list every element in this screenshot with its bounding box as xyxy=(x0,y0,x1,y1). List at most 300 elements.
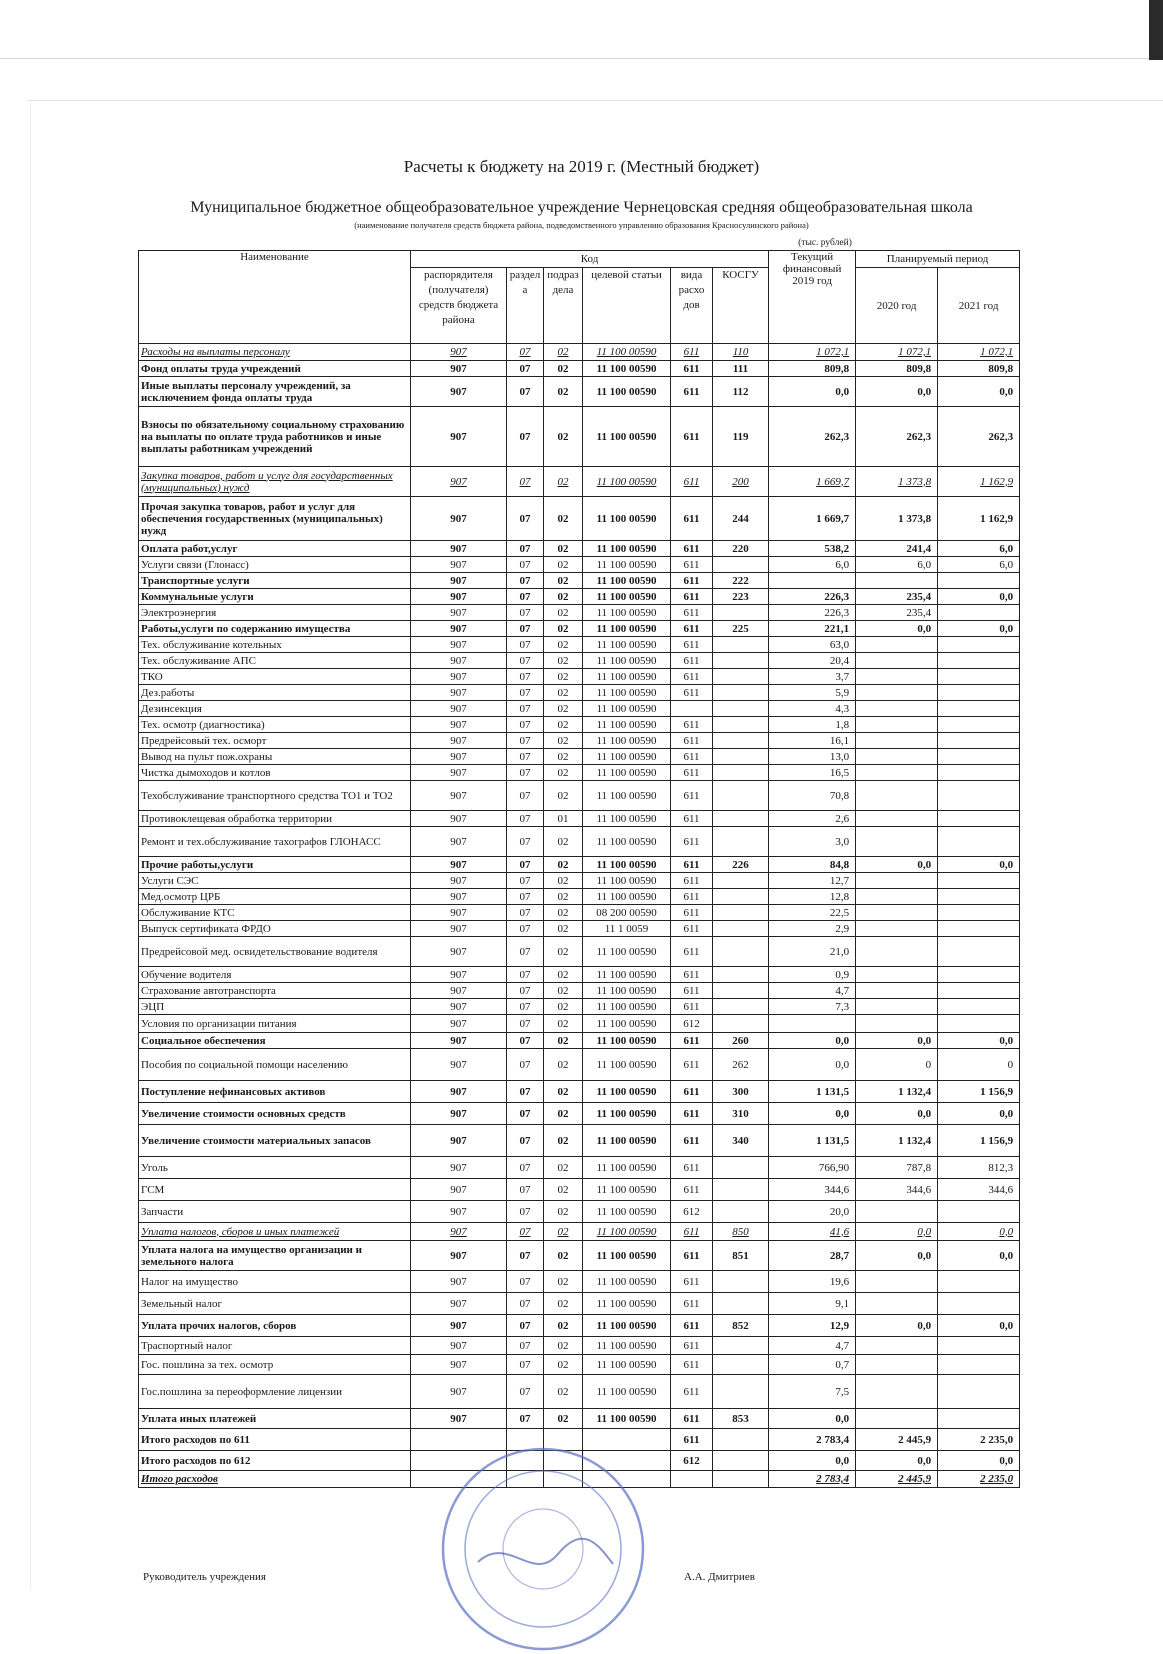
row-2020 xyxy=(856,1293,938,1315)
row-kind: 611 xyxy=(671,873,713,889)
table-row xyxy=(139,1103,1020,1125)
row-manager: 907 xyxy=(411,811,507,827)
row-kind: 611 xyxy=(671,1337,713,1355)
row-2021 xyxy=(938,765,1020,781)
row-subsection: 02 xyxy=(544,1103,583,1125)
row-name: Оплата работ,услуг xyxy=(139,541,411,557)
row-kind: 611 xyxy=(671,1355,713,1375)
row-2019: 0,0 xyxy=(769,1033,856,1049)
row-target: 11 100 00590 xyxy=(583,653,671,669)
row-target: 11 100 00590 xyxy=(583,541,671,557)
row-2021: 262,3 xyxy=(938,407,1020,467)
row-target: 11 100 00590 xyxy=(583,827,671,857)
row-name: ТКО xyxy=(139,669,411,685)
row-manager: 907 xyxy=(411,1081,507,1103)
row-subsection: 02 xyxy=(544,1201,583,1223)
row-2019: 13,0 xyxy=(769,749,856,765)
row-2021: 0,0 xyxy=(938,377,1020,407)
row-name: Электроэнергия xyxy=(139,605,411,621)
row-2019: 4,7 xyxy=(769,1337,856,1355)
row-2019: 226,3 xyxy=(769,589,856,605)
row-section: 07 xyxy=(507,1293,544,1315)
row-kosgu: 225 xyxy=(713,621,769,637)
row-target: 11 100 00590 xyxy=(583,1033,671,1049)
row-target: 11 100 00590 xyxy=(583,873,671,889)
row-section: 07 xyxy=(507,873,544,889)
row-kind: 611 xyxy=(671,1223,713,1241)
row-name: Услуги СЭС xyxy=(139,873,411,889)
row-2020: 235,4 xyxy=(856,605,938,621)
row-kind: 611 xyxy=(671,733,713,749)
row-manager: 907 xyxy=(411,344,507,361)
row-manager: 907 xyxy=(411,701,507,717)
row-kosgu xyxy=(713,811,769,827)
header-kind: вида расхо дов xyxy=(671,268,713,344)
row-subsection: 02 xyxy=(544,1315,583,1337)
row-manager: 907 xyxy=(411,377,507,407)
row-2020: 0,0 xyxy=(856,1451,938,1471)
table-row xyxy=(139,1355,1020,1375)
row-name: Прочая закупка товаров, работ и услуг для обеспечения государственных (муниципальных) нужд xyxy=(139,497,411,541)
header-manager: распорядителя (получателя) средств бюджета района xyxy=(411,268,507,344)
row-kosgu xyxy=(713,1201,769,1223)
row-section: 07 xyxy=(507,1223,544,1241)
row-subsection: 02 xyxy=(544,467,583,497)
row-section: 07 xyxy=(507,497,544,541)
header-target: целевой статьи xyxy=(583,268,671,344)
row-2021 xyxy=(938,1293,1020,1315)
row-target: 11 100 00590 xyxy=(583,497,671,541)
row-section: 07 xyxy=(507,701,544,717)
row-kind: 611 xyxy=(671,921,713,937)
row-subsection: 02 xyxy=(544,605,583,621)
row-2021: 0,0 xyxy=(938,1315,1020,1337)
row-kosgu xyxy=(713,1375,769,1409)
row-2021: 6,0 xyxy=(938,557,1020,573)
row-2020 xyxy=(856,1409,938,1429)
row-2019: 70,8 xyxy=(769,781,856,811)
row-kosgu: 220 xyxy=(713,541,769,557)
row-target: 11 100 00590 xyxy=(583,605,671,621)
row-2019: 21,0 xyxy=(769,937,856,967)
table-row xyxy=(139,377,1020,407)
row-subsection: 02 xyxy=(544,1271,583,1293)
row-2019: 63,0 xyxy=(769,637,856,653)
row-2019: 0,0 xyxy=(769,377,856,407)
row-name: Коммунальные услуги xyxy=(139,589,411,605)
row-2020 xyxy=(856,1271,938,1293)
table-row xyxy=(139,557,1020,573)
row-kind: 611 xyxy=(671,589,713,605)
row-manager: 907 xyxy=(411,765,507,781)
row-2021: 2 235,0 xyxy=(938,1471,1020,1488)
row-manager: 907 xyxy=(411,1015,507,1033)
row-target: 08 200 00590 xyxy=(583,905,671,921)
row-section: 07 xyxy=(507,621,544,637)
row-target: 11 100 00590 xyxy=(583,1337,671,1355)
row-2020: 0,0 xyxy=(856,377,938,407)
row-subsection: 02 xyxy=(544,1375,583,1409)
table-row xyxy=(139,1081,1020,1103)
table-row xyxy=(139,669,1020,685)
row-manager: 907 xyxy=(411,467,507,497)
row-manager: 907 xyxy=(411,857,507,873)
row-2020: 787,8 xyxy=(856,1157,938,1179)
table-row xyxy=(139,605,1020,621)
table-row xyxy=(139,781,1020,811)
row-manager: 907 xyxy=(411,781,507,811)
row-name: Тех. обслуживание АПС xyxy=(139,653,411,669)
row-subsection: 02 xyxy=(544,541,583,557)
row-2020 xyxy=(856,717,938,733)
row-2021: 0,0 xyxy=(938,1223,1020,1241)
row-manager: 907 xyxy=(411,605,507,621)
row-subsection: 02 xyxy=(544,637,583,653)
row-target: 11 100 00590 xyxy=(583,361,671,377)
row-subsection: 02 xyxy=(544,983,583,999)
row-target: 11 1 0059 xyxy=(583,921,671,937)
row-target: 11 100 00590 xyxy=(583,749,671,765)
row-kind: 611 xyxy=(671,557,713,573)
row-section: 07 xyxy=(507,1375,544,1409)
row-section: 07 xyxy=(507,1241,544,1271)
row-manager: 907 xyxy=(411,653,507,669)
row-2020 xyxy=(856,701,938,717)
row-subsection: 02 xyxy=(544,669,583,685)
row-2020 xyxy=(856,905,938,921)
row-section: 07 xyxy=(507,937,544,967)
row-name: Траспортный налог xyxy=(139,1337,411,1355)
row-subsection: 02 xyxy=(544,344,583,361)
row-kosgu xyxy=(713,717,769,733)
table-row xyxy=(139,573,1020,589)
row-manager: 907 xyxy=(411,749,507,765)
row-name: Услуги связи (Глонасс) xyxy=(139,557,411,573)
row-kosgu xyxy=(713,1157,769,1179)
row-kind: 612 xyxy=(671,1451,713,1471)
row-2020 xyxy=(856,811,938,827)
row-subsection: 02 xyxy=(544,1015,583,1033)
row-manager: 907 xyxy=(411,361,507,377)
row-2019: 7,5 xyxy=(769,1375,856,1409)
row-2019: 7,3 xyxy=(769,999,856,1015)
row-2021 xyxy=(938,1015,1020,1033)
row-kind: 611 xyxy=(671,605,713,621)
row-target: 11 100 00590 xyxy=(583,765,671,781)
row-2019: 16,5 xyxy=(769,765,856,781)
row-name: Уплата иных платежей xyxy=(139,1409,411,1429)
row-2020: 0,0 xyxy=(856,1103,938,1125)
row-2020 xyxy=(856,967,938,983)
row-2019 xyxy=(769,1015,856,1033)
row-subsection: 02 xyxy=(544,377,583,407)
row-2020 xyxy=(856,573,938,589)
row-name: Увеличение стоимости материальных запасов xyxy=(139,1125,411,1157)
row-name: Уплата прочих налогов, сборов xyxy=(139,1315,411,1337)
row-2019: 4,3 xyxy=(769,701,856,717)
row-kind xyxy=(671,701,713,717)
row-target: 11 100 00590 xyxy=(583,701,671,717)
row-name: Техобслуживание транспортного средства ТО1 и ТО2 xyxy=(139,781,411,811)
row-manager: 907 xyxy=(411,1241,507,1271)
row-subsection: 02 xyxy=(544,749,583,765)
row-2020 xyxy=(856,1015,938,1033)
header-current-year: Текущий финансовый 2019 год xyxy=(769,251,856,344)
row-subsection: 02 xyxy=(544,873,583,889)
row-kosgu: 119 xyxy=(713,407,769,467)
row-kind: 611 xyxy=(671,889,713,905)
row-2020 xyxy=(856,653,938,669)
row-2019: 9,1 xyxy=(769,1293,856,1315)
row-2020 xyxy=(856,999,938,1015)
row-target: 11 100 00590 xyxy=(583,937,671,967)
row-2020 xyxy=(856,983,938,999)
row-subsection: 02 xyxy=(544,407,583,467)
row-target: 11 100 00590 xyxy=(583,1103,671,1125)
row-subsection: 02 xyxy=(544,701,583,717)
row-subsection: 02 xyxy=(544,1033,583,1049)
row-kosgu xyxy=(713,669,769,685)
row-target: 11 100 00590 xyxy=(583,1081,671,1103)
row-2020 xyxy=(856,827,938,857)
row-kosgu: 850 xyxy=(713,1223,769,1241)
table-row xyxy=(139,983,1020,999)
row-2021: 1 072,1 xyxy=(938,344,1020,361)
row-kosgu xyxy=(713,889,769,905)
row-target: 11 100 00590 xyxy=(583,1223,671,1241)
row-section: 07 xyxy=(507,1049,544,1081)
row-target: 11 100 00590 xyxy=(583,344,671,361)
row-2021: 0,0 xyxy=(938,857,1020,873)
row-kind: 611 xyxy=(671,361,713,377)
row-2020: 1 373,8 xyxy=(856,467,938,497)
row-2021 xyxy=(938,1271,1020,1293)
row-subsection: 02 xyxy=(544,497,583,541)
row-kosgu xyxy=(713,605,769,621)
row-kosgu: 222 xyxy=(713,573,769,589)
table-row xyxy=(139,467,1020,497)
row-2021 xyxy=(938,733,1020,749)
row-2021 xyxy=(938,999,1020,1015)
row-2020 xyxy=(856,637,938,653)
row-2019: 344,6 xyxy=(769,1179,856,1201)
row-2020: 0,0 xyxy=(856,1033,938,1049)
row-2020: 1 373,8 xyxy=(856,497,938,541)
row-manager: 907 xyxy=(411,1271,507,1293)
row-manager: 907 xyxy=(411,873,507,889)
head-label: Руководитель учреждения xyxy=(143,1571,266,1583)
row-name: ГСМ xyxy=(139,1179,411,1201)
row-2021 xyxy=(938,653,1020,669)
row-section: 07 xyxy=(507,781,544,811)
row-2021: 0 xyxy=(938,1049,1020,1081)
row-target: 11 100 00590 xyxy=(583,377,671,407)
row-manager: 907 xyxy=(411,1293,507,1315)
row-kind: 611 xyxy=(671,1409,713,1429)
table-row xyxy=(139,1223,1020,1241)
row-2020: 6,0 xyxy=(856,557,938,573)
row-section: 07 xyxy=(507,637,544,653)
row-manager: 907 xyxy=(411,827,507,857)
row-name: Страхование автотранспорта xyxy=(139,983,411,999)
row-name: Взносы по обязательному социальному страхованию на выплаты по оплате труда работников и иные выплаты работникам учреждений xyxy=(139,407,411,467)
row-2020: 0,0 xyxy=(856,857,938,873)
row-2021 xyxy=(938,1337,1020,1355)
row-name: Обучение водителя xyxy=(139,967,411,983)
row-2020 xyxy=(856,937,938,967)
row-section: 07 xyxy=(507,589,544,605)
row-section: 07 xyxy=(507,557,544,573)
row-subsection: 02 xyxy=(544,1409,583,1429)
row-section: 07 xyxy=(507,827,544,857)
row-2020: 0,0 xyxy=(856,1241,938,1271)
row-manager: 907 xyxy=(411,889,507,905)
row-name: Выпуск сертификата ФРДО xyxy=(139,921,411,937)
row-name: Расходы на выплаты персоналу xyxy=(139,344,411,361)
row-target: 11 100 00590 xyxy=(583,1409,671,1429)
row-section: 07 xyxy=(507,344,544,361)
row-kind: 611 xyxy=(671,1049,713,1081)
row-2020: 809,8 xyxy=(856,361,938,377)
row-manager: 907 xyxy=(411,573,507,589)
table-row xyxy=(139,1015,1020,1033)
row-name: Поступление нефинансовых активов xyxy=(139,1081,411,1103)
row-subsection: 02 xyxy=(544,905,583,921)
row-subsection: 02 xyxy=(544,1049,583,1081)
row-kosgu: 223 xyxy=(713,589,769,605)
row-section: 07 xyxy=(507,1157,544,1179)
row-manager: 907 xyxy=(411,733,507,749)
row-name: Гос.пошлина за переоформление лицензии xyxy=(139,1375,411,1409)
row-target: 11 100 00590 xyxy=(583,1271,671,1293)
row-kosgu xyxy=(713,905,769,921)
row-2019: 84,8 xyxy=(769,857,856,873)
row-section: 07 xyxy=(507,1179,544,1201)
table-row xyxy=(139,873,1020,889)
row-subsection: 02 xyxy=(544,733,583,749)
row-subsection: 02 xyxy=(544,717,583,733)
table-row xyxy=(139,937,1020,967)
row-name: Противоклещевая обработка территории xyxy=(139,811,411,827)
row-2021 xyxy=(938,717,1020,733)
row-kind: 611 xyxy=(671,637,713,653)
row-section: 07 xyxy=(507,749,544,765)
row-manager: 907 xyxy=(411,1223,507,1241)
row-section: 07 xyxy=(507,967,544,983)
row-kind: 611 xyxy=(671,1103,713,1125)
row-target: 11 100 00590 xyxy=(583,1293,671,1315)
row-subsection: 02 xyxy=(544,653,583,669)
row-target: 11 100 00590 xyxy=(583,407,671,467)
row-2019: 20,4 xyxy=(769,653,856,669)
row-section: 07 xyxy=(507,1201,544,1223)
row-kosgu: 340 xyxy=(713,1125,769,1157)
row-section: 07 xyxy=(507,889,544,905)
row-kosgu xyxy=(713,1015,769,1033)
row-section: 07 xyxy=(507,1081,544,1103)
row-name: Предрейсовый тех. осморт xyxy=(139,733,411,749)
row-2019: 1,8 xyxy=(769,717,856,733)
row-section: 07 xyxy=(507,1015,544,1033)
table-row xyxy=(139,905,1020,921)
row-subsection: 02 xyxy=(544,573,583,589)
row-2020: 0,0 xyxy=(856,1315,938,1337)
row-2021 xyxy=(938,905,1020,921)
row-manager: 907 xyxy=(411,621,507,637)
row-manager: 907 xyxy=(411,1033,507,1049)
row-kind: 611 xyxy=(671,857,713,873)
row-kosgu xyxy=(713,983,769,999)
row-kosgu xyxy=(713,557,769,573)
row-kind: 611 xyxy=(671,1179,713,1201)
row-target: 11 100 00590 xyxy=(583,1179,671,1201)
row-name: Прочие работы,услуги xyxy=(139,857,411,873)
table-row xyxy=(139,1157,1020,1179)
row-kind: 611 xyxy=(671,377,713,407)
seal-stamp xyxy=(438,1444,648,1654)
row-section: 07 xyxy=(507,407,544,467)
row-2020 xyxy=(856,873,938,889)
row-name: Обслуживание КТС xyxy=(139,905,411,921)
table-row xyxy=(139,1049,1020,1081)
row-2019: 809,8 xyxy=(769,361,856,377)
row-subsection: 02 xyxy=(544,937,583,967)
row-kosgu: 200 xyxy=(713,467,769,497)
row-kosgu xyxy=(713,873,769,889)
row-kind: 611 xyxy=(671,497,713,541)
table-row xyxy=(139,589,1020,605)
row-target: 11 100 00590 xyxy=(583,685,671,701)
row-subsection: 02 xyxy=(544,685,583,701)
table-row xyxy=(139,637,1020,653)
row-section: 07 xyxy=(507,541,544,557)
row-2021 xyxy=(938,1409,1020,1429)
table-row xyxy=(139,1179,1020,1201)
row-2019: 16,1 xyxy=(769,733,856,749)
row-manager: 907 xyxy=(411,685,507,701)
row-name: Тех. осмотр (диагностика) xyxy=(139,717,411,733)
row-section: 07 xyxy=(507,717,544,733)
organization-name: Муниципальное бюджетное общеобразовательное учреждение Чернецовская средняя общеобразовательная школа xyxy=(190,199,973,216)
table-row xyxy=(139,685,1020,701)
row-2021: 0,0 xyxy=(938,1103,1020,1125)
row-kosgu: 853 xyxy=(713,1409,769,1429)
row-subsection: 02 xyxy=(544,621,583,637)
table-row xyxy=(139,1337,1020,1355)
row-2020: 0,0 xyxy=(856,1223,938,1241)
row-target: 11 100 00590 xyxy=(583,1157,671,1179)
row-name: Уплата налога на имущество организации и земельного налога xyxy=(139,1241,411,1271)
row-2021 xyxy=(938,701,1020,717)
row-target: 11 100 00590 xyxy=(583,621,671,637)
table-row xyxy=(139,541,1020,557)
row-2021 xyxy=(938,669,1020,685)
row-subsection: 02 xyxy=(544,1337,583,1355)
row-section: 07 xyxy=(507,653,544,669)
row-name: Тех. обслуживание котельных xyxy=(139,637,411,653)
row-kosgu: 110 xyxy=(713,344,769,361)
row-name: Чистка дымоходов и котлов xyxy=(139,765,411,781)
row-kind: 611 xyxy=(671,621,713,637)
row-manager: 907 xyxy=(411,921,507,937)
table-row xyxy=(139,1315,1020,1337)
row-subsection: 02 xyxy=(544,1081,583,1103)
row-manager: 907 xyxy=(411,983,507,999)
row-kind: 611 xyxy=(671,811,713,827)
row-2021 xyxy=(938,685,1020,701)
row-kosgu xyxy=(713,1271,769,1293)
header-subsection: подраз дела xyxy=(544,268,583,344)
